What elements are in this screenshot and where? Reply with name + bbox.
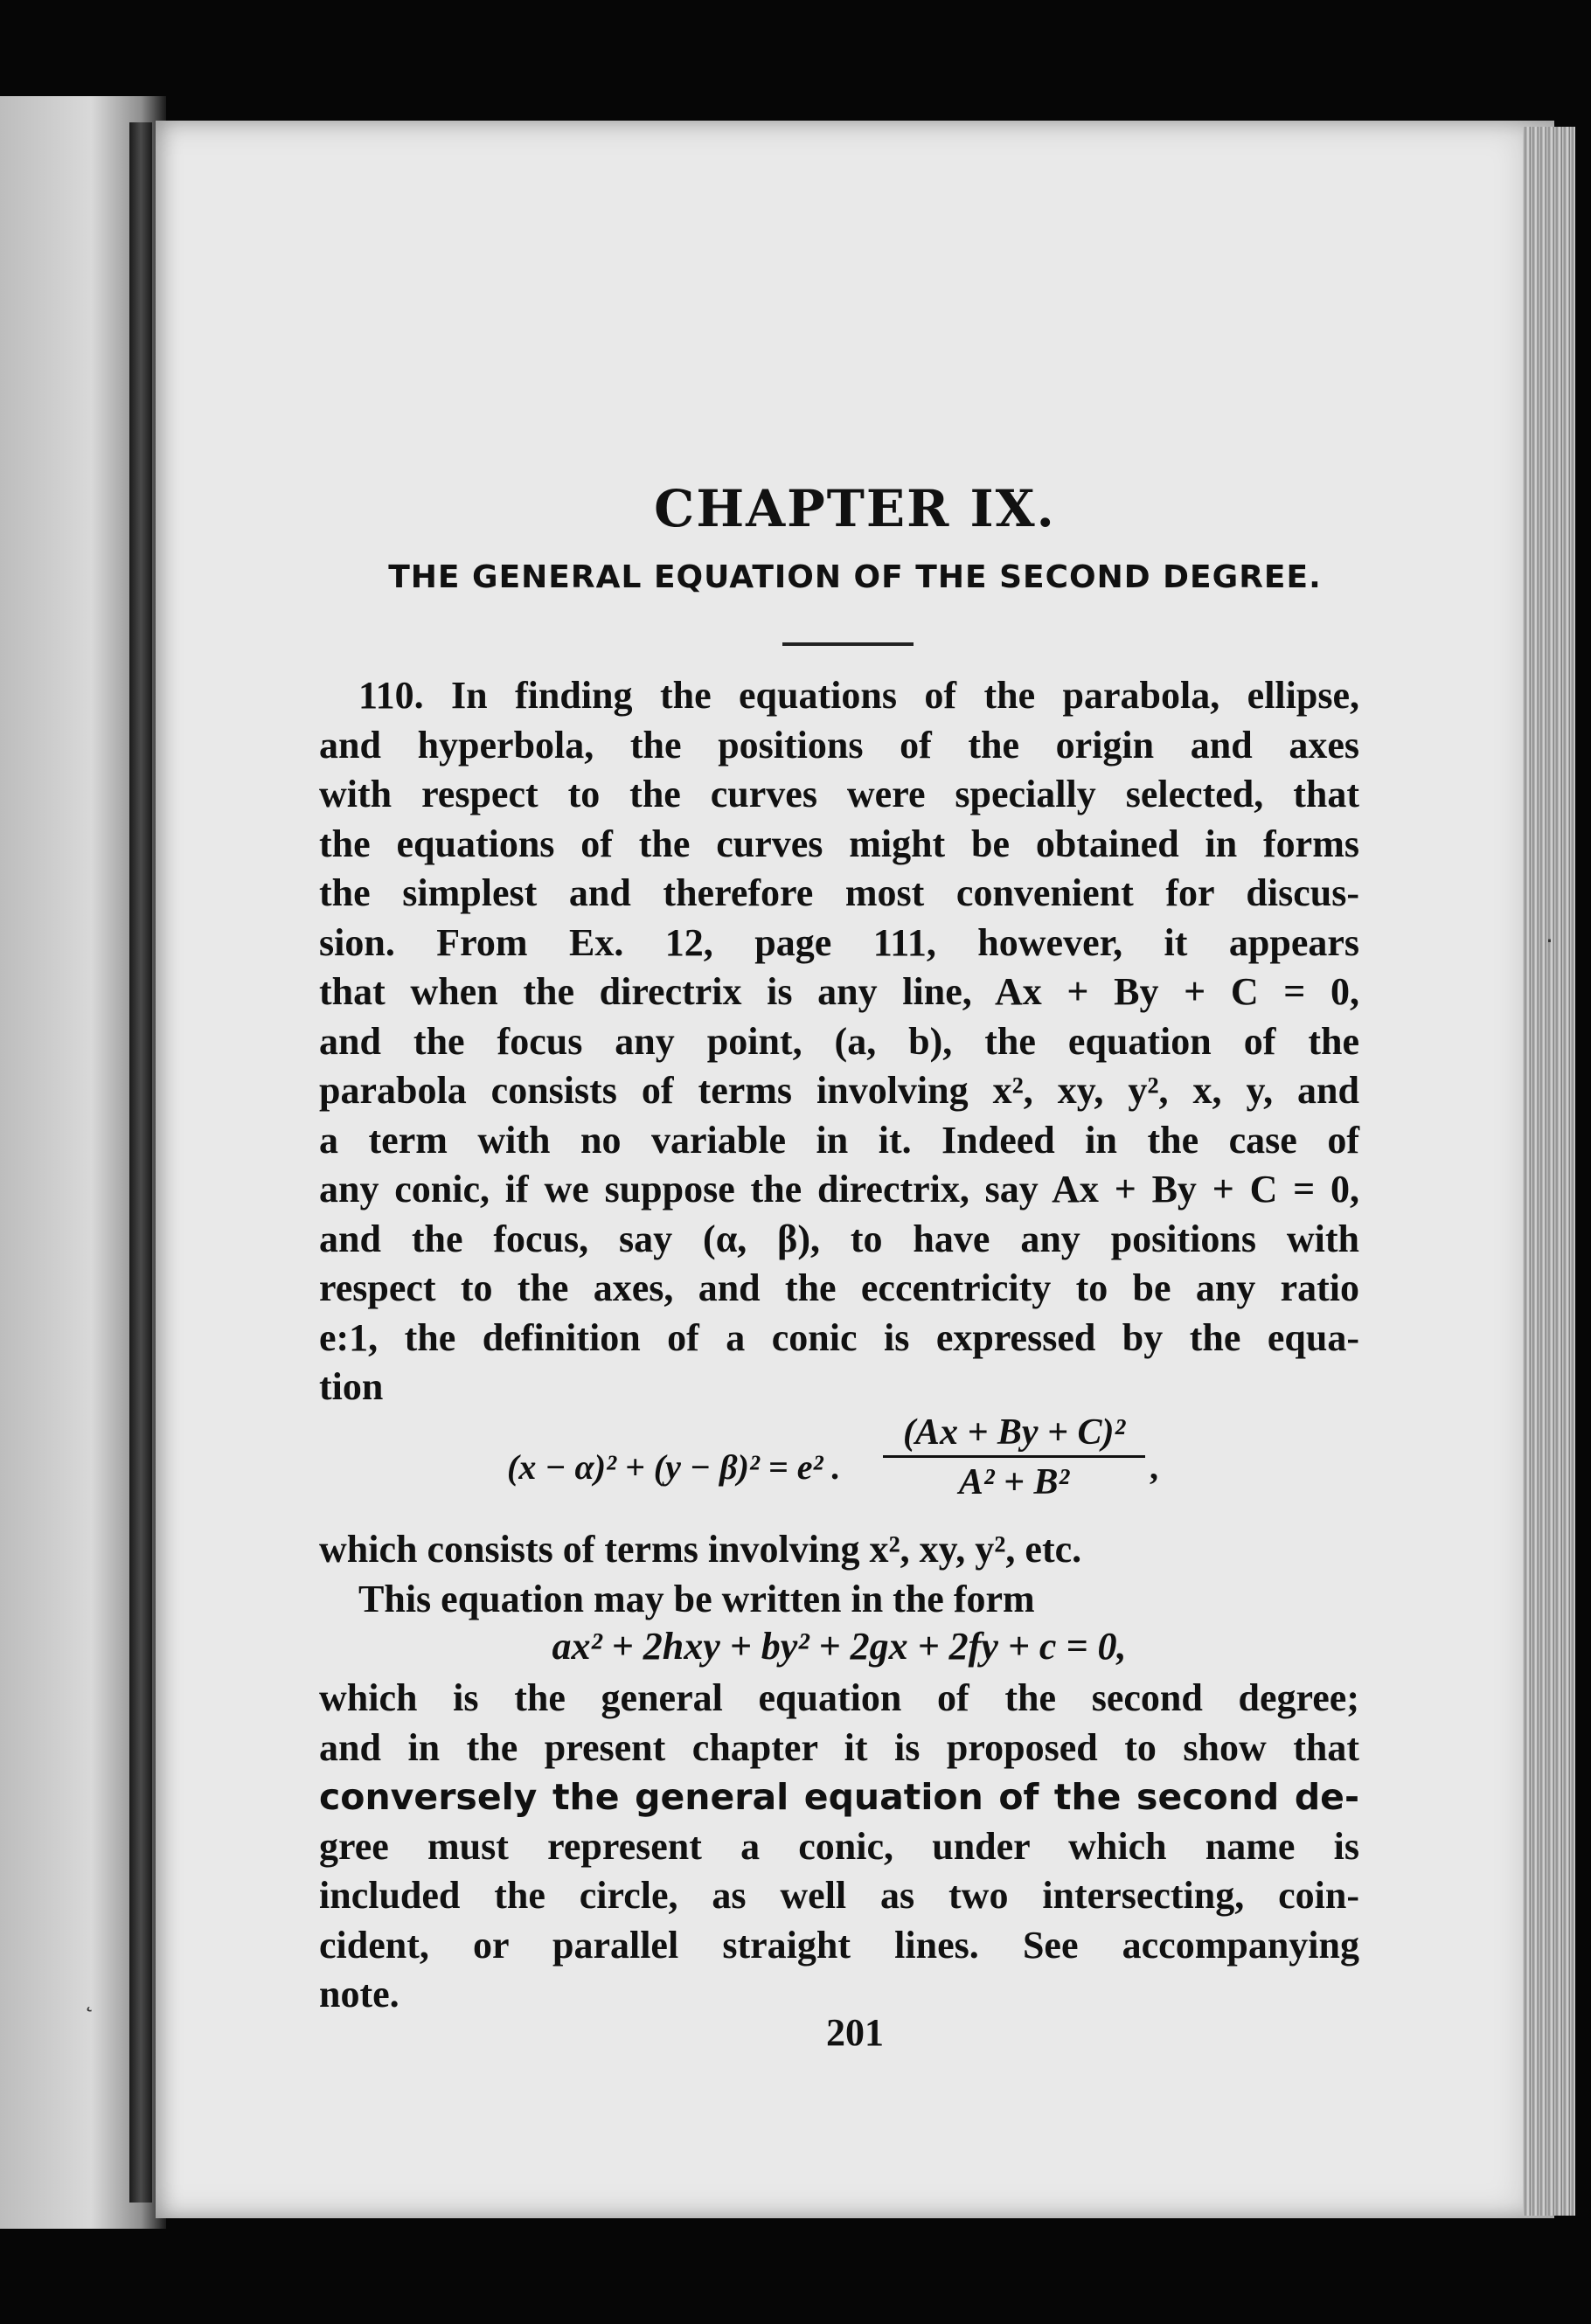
fraction-bar — [883, 1455, 1145, 1458]
paragraph-line: gree must represent a conic, under which name is — [319, 1824, 1359, 1868]
paragraph-line: and in the present chapter it is proposed to show that — [319, 1725, 1359, 1769]
section-title: THE GENERAL EQUATION OF THE SECOND DEGREE. — [388, 559, 1322, 595]
chapter-heading: CHAPTER IX. — [654, 479, 1056, 538]
equation-lhs: (x − α)² + (y − β)² = e² . — [507, 1447, 841, 1487]
paragraph-line: that when the directrix is any line, Ax + By + C = 0, — [319, 970, 1359, 1013]
paragraph-line: the simplest and therefore most convenient for discus- — [319, 871, 1359, 914]
eccentricity-equation — [507, 1412, 1206, 1525]
equation-comma: , — [1150, 1447, 1158, 1487]
paragraph-line: and the focus, say (α, β), to have any positions with — [319, 1217, 1359, 1260]
paragraph-line: respect to the axes, and the eccentricity to be any ratio — [319, 1266, 1359, 1309]
paragraph-line: tion — [319, 1365, 384, 1408]
paragraph-line: note. — [319, 1973, 399, 2015]
paragraph-line: e:1, the definition of a conic is expressed by the equa- — [319, 1315, 1359, 1359]
paragraph-line: a term with no variable in it. Indeed in the case of — [319, 1118, 1359, 1162]
fraction-denominator: A² + B² — [958, 1462, 1070, 1502]
general-equation: ax² + 2hxy + by² + 2gx + 2fy + c = 0, — [552, 1625, 1127, 1668]
fraction-numerator: (Ax + By + C)² — [902, 1412, 1126, 1453]
paragraph-line: any conic, if we suppose the directrix, say Ax + By + C = 0, — [319, 1168, 1359, 1211]
main-paragraph — [319, 671, 1359, 1412]
paragraph-line: This equation may be written in the form — [358, 1577, 1035, 1620]
paragraph-line: which consists of terms involving x², xy, y², etc. — [319, 1528, 1082, 1571]
margin-speck: ˛ — [83, 1984, 95, 2013]
paragraph-line: with respect to the curves were specially selected, that — [319, 773, 1359, 815]
paragraph-line: sion. From Ex. 12, page 111, however, it appears — [319, 920, 1359, 964]
paragraph-line: parabola consists of terms involving x², xy, y², x, y, and — [319, 1069, 1359, 1112]
page-number: 201 — [826, 2011, 884, 2054]
paragraph-line: which is the general equation of the second degree; — [319, 1676, 1359, 1719]
paragraph-line: the equations of the curves might be obtained in forms — [319, 822, 1359, 865]
paragraph-line: 110. In finding the equations of the parabola, ellipse, — [358, 674, 1359, 717]
title-rule — [782, 642, 914, 646]
margin-speck: · — [1546, 926, 1553, 955]
paragraph-line: and hyperbola, the positions of the origin and axes — [319, 723, 1359, 767]
equation-fraction — [883, 1412, 1145, 1503]
paragraph-line: cident, or parallel straight lines. See accompanying — [319, 1923, 1359, 1967]
emphasis-line: conversely the general equation of the second de- — [319, 1776, 1359, 1818]
book-binding — [129, 122, 152, 2203]
closing-paragraph — [319, 1674, 1359, 2020]
continuation-text — [319, 1525, 1359, 1624]
page-stack-edge — [1523, 127, 1575, 2216]
paragraph-line: and the focus any point, (a, b), the equation of the — [319, 1019, 1359, 1063]
paragraph-line: included the circle, as well as two intersecting, coin- — [319, 1874, 1359, 1917]
